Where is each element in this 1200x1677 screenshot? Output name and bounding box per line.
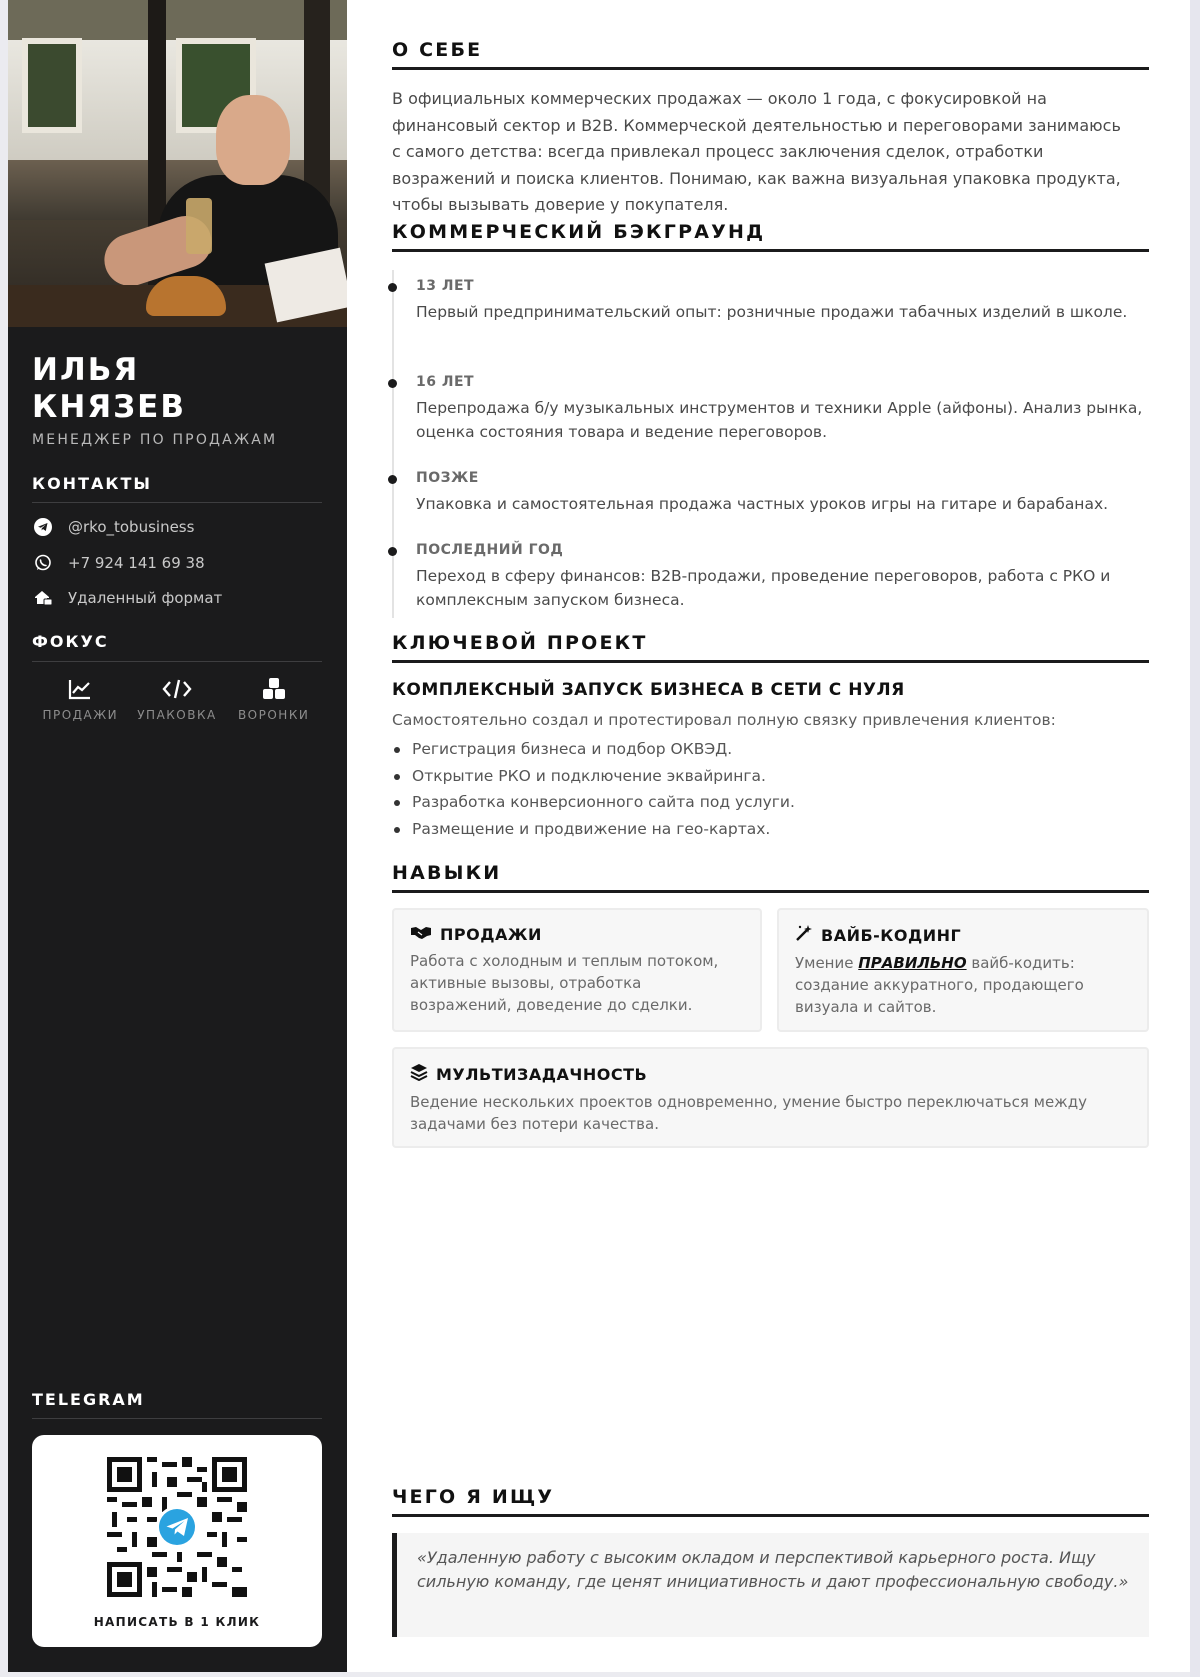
profile-photo: [8, 0, 347, 327]
handshake-icon: [410, 924, 432, 944]
cubes-icon: [229, 676, 319, 702]
chart-line-icon: [35, 676, 125, 702]
name-first: ИЛЬЯ: [32, 352, 140, 388]
looking-for-title: ЧЕГО Я ИЩУ: [392, 1486, 1149, 1517]
timeline-dot: [388, 475, 397, 484]
timeline-dot: [388, 379, 397, 388]
sidebar: [8, 0, 347, 1672]
skill-text: Работа с холодным и теплым потоком, активные вызовы, отработка возражений, доведение до сделки.: [410, 952, 719, 1014]
skill-card-vibe-coding: [777, 908, 1149, 1032]
timeline-item: [416, 542, 1146, 612]
name-last: КНЯЗЕВ: [32, 389, 186, 425]
timeline-item: [416, 278, 1146, 324]
remote-home-icon: [32, 587, 54, 609]
qr-caption: НАПИСАТЬ В 1 КЛИК: [93, 1615, 261, 1629]
focus-item-funnels: [229, 676, 319, 722]
contacts-divider: [32, 502, 322, 503]
contact-format: [32, 587, 222, 609]
timeline-item: [416, 470, 1146, 516]
timeline-age: 13 ЛЕТ: [416, 278, 475, 294]
person-name: [32, 352, 332, 426]
skills-title: НАВЫКИ: [392, 862, 1149, 893]
telegram-heading: TELEGRAM: [32, 1390, 145, 1409]
telegram-icon: [32, 516, 54, 538]
phone-number[interactable]: +7 924 141 69 38: [68, 554, 205, 572]
telegram-divider: [32, 1418, 322, 1419]
timeline-text: Переход в сферу финансов: B2B-продажи, проведение переговоров, работа с РКО и комплексным запуском бизнеса.: [416, 567, 1111, 609]
project-intro: Самостоятельно создал и протестировал полную связку привлечения клиентов:: [392, 711, 1056, 729]
contact-telegram[interactable]: [32, 516, 194, 538]
job-role: МЕНЕДЖЕР ПО ПРОДАЖАМ: [32, 432, 278, 448]
list-item: Открытие РКО и подключение эквайринга.: [392, 763, 795, 790]
timeline-item: [416, 374, 1146, 444]
telegram-qr-card[interactable]: [32, 1435, 322, 1647]
project-title: КЛЮЧЕВОЙ ПРОЕКТ: [392, 632, 1149, 663]
telegram-handle[interactable]: @rko_tobusiness: [68, 518, 195, 536]
timeline-text: Перепродажа б/у музыкальных инструментов и техники Apple (айфоны). Анализ рынка, оценка состояния товара и ведение переговоров.: [416, 399, 1143, 441]
focus-item-sales: [35, 676, 125, 722]
timeline-age: ПОЗЖЕ: [416, 470, 479, 486]
background-title: КОММЕРЧЕСКИЙ БЭКГРАУНД: [392, 221, 1149, 252]
timeline-text: Упаковка и самостоятельная продажа частных уроков игры на гитаре и барабанах.: [416, 495, 1109, 513]
timeline-text: Первый предпринимательский опыт: розничные продажи табачных изделий в школе.: [416, 303, 1128, 321]
list-item: Регистрация бизнеса и подбор ОКВЭД.: [392, 736, 795, 763]
skill-title: МУЛЬТИЗАДАЧНОСТЬ: [436, 1064, 648, 1084]
project-name: КОМПЛЕКСНЫЙ ЗАПУСК БИЗНЕСА В СЕТИ С НУЛЯ: [392, 680, 905, 700]
focus-item-packaging: [132, 676, 222, 722]
skill-text: [795, 952, 1131, 1018]
focus-divider: [32, 661, 322, 662]
timeline-age: ПОСЛЕДНИЙ ГОД: [416, 542, 564, 558]
code-icon: [132, 676, 222, 702]
skill-text-before: Умение: [795, 954, 859, 972]
timeline-age: 16 ЛЕТ: [416, 374, 475, 390]
focus-label: УПАКОВКА: [137, 708, 217, 722]
skill-card-sales: [392, 908, 762, 1032]
work-format: Удаленный формат: [68, 589, 223, 607]
list-item: Разработка конверсионного сайта под услуги.: [392, 789, 795, 816]
focus-label: ВОРОНКИ: [237, 708, 310, 722]
about-text: В официальных коммерческих продажах — около 1 года, с фокусировкой на финансовый сектор и B2B. Коммерческой деятельностью и переговорами занимаюсь с самого детства: всегда привлекал процесс заключения сделок, отработки возражений и поиска клиентов. Понимаю, как важна визуальная упаковка продукта, чтобы вызывать доверие у покупателя.: [392, 89, 1121, 214]
skill-emphasis: ПРАВИЛЬНО: [858, 954, 967, 972]
whatsapp-icon: [32, 552, 54, 574]
timeline-dot: [388, 547, 397, 556]
focus-heading: ФОКУС: [32, 632, 109, 651]
skill-title: ВАЙБ-КОДИНГ: [821, 925, 962, 945]
page-edge: [1190, 0, 1200, 1677]
contact-phone[interactable]: [32, 552, 205, 574]
skill-text-after: вайб-кодить: создание аккуратного, продающего визуала и сайтов.: [795, 954, 1084, 1016]
focus-list: [32, 676, 322, 722]
skill-card-multitasking: [392, 1047, 1149, 1148]
skill-text: Ведение нескольких проектов одновременно, умение быстро переключаться между задачами без потери качества.: [410, 1093, 1087, 1133]
focus-label: ПРОДАЖИ: [42, 708, 119, 722]
magic-wand-icon: [795, 924, 813, 946]
timeline-dot: [388, 283, 397, 292]
list-item: Размещение и продвижение на гео-картах.: [392, 816, 795, 843]
project-bullets: [392, 736, 795, 842]
about-title: О СЕБЕ: [392, 39, 1149, 70]
contacts-heading: КОНТАКТЫ: [32, 474, 152, 493]
background-timeline: [392, 270, 1149, 618]
layers-icon: [410, 1063, 428, 1085]
qr-code[interactable]: [107, 1457, 247, 1597]
looking-for-quote: «Удаленную работу с высоким окладом и перспективой карьерного роста. Ищу сильную команду, где ценят инициативность и дают профессиональную свободу.»: [392, 1533, 1149, 1637]
skill-title: ПРОДАЖИ: [440, 924, 542, 944]
